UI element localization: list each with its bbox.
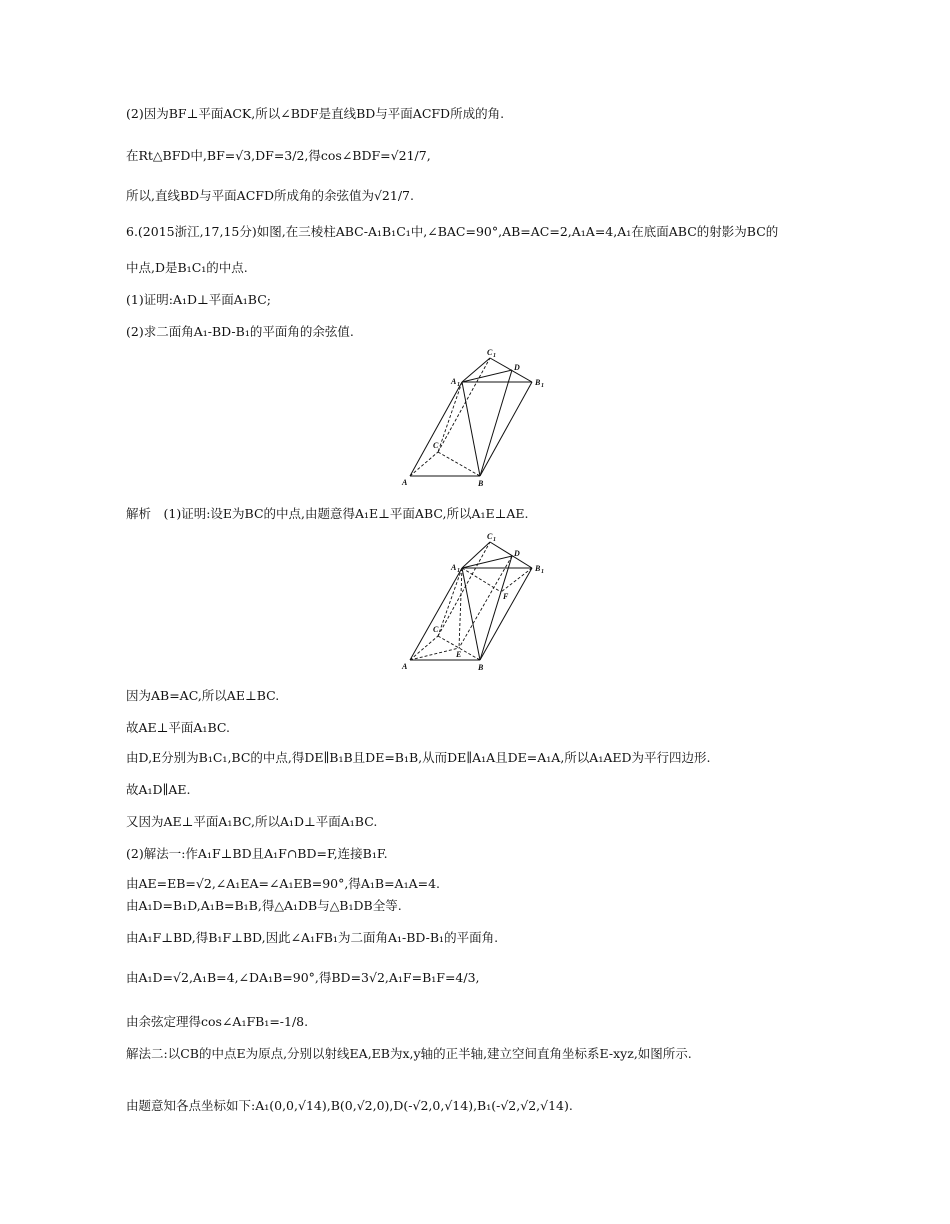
edge-d-b	[480, 370, 512, 476]
label-b: B	[478, 663, 484, 672]
edge-a-a1	[410, 568, 462, 660]
problem-6-statement: 6.(2015浙江,17,15分)如图,在三棱柱ABC-A₁B₁C₁中,∠BAC=90°,AB=AC=2,A₁A=4,A₁在底面ABC的射影为BC的	[126, 224, 779, 239]
text-line-12: 故A₁D∥AE.	[126, 782, 191, 797]
label-a: A	[402, 478, 408, 487]
label-b1-sub: 1	[541, 383, 544, 389]
prism-diagram-1	[400, 344, 560, 490]
text-line-19: 由余弦定理得cos∠A₁FB₁=-1/8.	[126, 1014, 309, 1029]
text-line-18: 由A₁D=√2,A₁B=4,∠DA₁B=90°,得BD=3√2,A₁F=B₁F=4/3,	[126, 970, 480, 985]
label-e: E	[456, 650, 462, 659]
label-c: C	[433, 441, 439, 450]
label-f: F	[503, 592, 509, 601]
label-d: D	[514, 549, 520, 558]
prism-figure-2	[400, 528, 560, 674]
edge-a1-b	[462, 568, 480, 660]
label-d: D	[514, 363, 520, 372]
label-a: A	[402, 662, 408, 671]
label-a1: A	[451, 563, 457, 572]
text-line-3: 所以,直线BD与平面ACFD所成角的余弦值为√21/7.	[126, 188, 414, 203]
edge-a1-d	[462, 556, 512, 568]
label-b1-sub: 1	[541, 569, 544, 575]
hidden-edge-a1-c	[438, 382, 462, 452]
hidden-edge-c-c1	[438, 542, 490, 636]
label-b1: B	[535, 378, 541, 387]
hidden-edge-a-c	[410, 452, 438, 476]
text-line-13: 又因为AE⊥平面A₁BC,所以A₁D⊥平面A₁BC.	[126, 814, 378, 829]
label-a1: A	[451, 377, 457, 386]
hidden-edge-a-c	[410, 636, 438, 660]
hidden-edge-c-b	[438, 452, 480, 476]
edge-a-a1	[410, 382, 462, 476]
problem-6-part-1: (1)证明:A₁D⊥平面A₁BC;	[126, 292, 271, 307]
hidden-edge-a1-f	[462, 568, 501, 592]
text-line-11: 由D,E分别为B₁C₁,BC的中点,得DE∥B₁B且DE=B₁B,从而DE∥A₁A且DE=A₁A,所以A₁AED为平行四边形.	[126, 750, 711, 765]
text-line-10: 故AE⊥平面A₁BC.	[126, 720, 230, 735]
edge-d-b	[480, 556, 512, 660]
label-c1-sub: 1	[493, 353, 496, 359]
problem-6-part-2: (2)求二面角A₁-BD-B₁的平面角的余弦值.	[126, 324, 354, 339]
prism-diagram-2	[400, 528, 560, 674]
label-a1-sub: 1	[457, 382, 460, 388]
hidden-edge-a1-c	[438, 568, 462, 636]
hidden-edge-b1-f	[501, 568, 532, 592]
text-line-2: 在Rt△BFD中,BF=√3,DF=3/2,得cos∠BDF=√21/7,	[126, 148, 431, 163]
hidden-edge-a-e	[410, 648, 462, 660]
prism-figure-1	[400, 344, 560, 490]
problem-6-statement-cont: 中点,D是B₁C₁的中点.	[126, 260, 248, 275]
label-c1-sub: 1	[493, 537, 496, 543]
edge-a1-c1	[462, 542, 490, 568]
text-line-9: 因为AB=AC,所以AE⊥BC.	[126, 688, 280, 703]
solution-part-2-method-2: 解法二:以CB的中点E为原点,分别以射线EA,EB为x,y轴的正半轴,建立空间直角坐标系E-xyz,如图所示.	[126, 1046, 692, 1061]
solution-part-2-method-1: (2)解法一:作A₁F⊥BD且A₁F∩BD=F,连接B₁F.	[126, 846, 388, 861]
text-line-17: 由A₁F⊥BD,得B₁F⊥BD,因此∠A₁FB₁为二面角A₁-BD-B₁的平面角.	[126, 930, 499, 945]
label-b1: B	[535, 564, 541, 573]
hidden-edge-c-c1	[438, 358, 490, 452]
text-line-16: 由A₁D=B₁D,A₁B=B₁B,得△A₁DB与△B₁DB全等.	[126, 898, 402, 913]
text-line-21: 由题意知各点坐标如下:A₁(0,0,√14),B(0,√2,0),D(-√2,0,√14),B₁(-√2,√2,√14).	[126, 1098, 573, 1113]
edge-b-b1	[480, 382, 532, 476]
label-a1-sub: 1	[457, 568, 460, 574]
edge-b-b1	[480, 568, 532, 660]
label-c1: C	[487, 532, 493, 541]
solution-part-1: 解析 (1)证明:设E为BC的中点,由题意得A₁E⊥平面ABC,所以A₁E⊥AE.	[126, 506, 529, 521]
text-line-1: (2)因为BF⊥平面ACK,所以∠BDF是直线BD与平面ACFD所成的角.	[126, 106, 505, 121]
label-b: B	[478, 479, 484, 488]
text-line-15: 由AE=EB=√2,∠A₁EA=∠A₁EB=90°,得A₁B=A₁A=4.	[126, 876, 441, 891]
edge-c1-b1	[490, 542, 532, 568]
label-c1: C	[487, 348, 493, 357]
label-c: C	[433, 625, 439, 634]
hidden-edge-d-e	[459, 556, 512, 648]
edge-a1-b	[462, 382, 480, 476]
hidden-edge-a1-e	[459, 568, 462, 648]
